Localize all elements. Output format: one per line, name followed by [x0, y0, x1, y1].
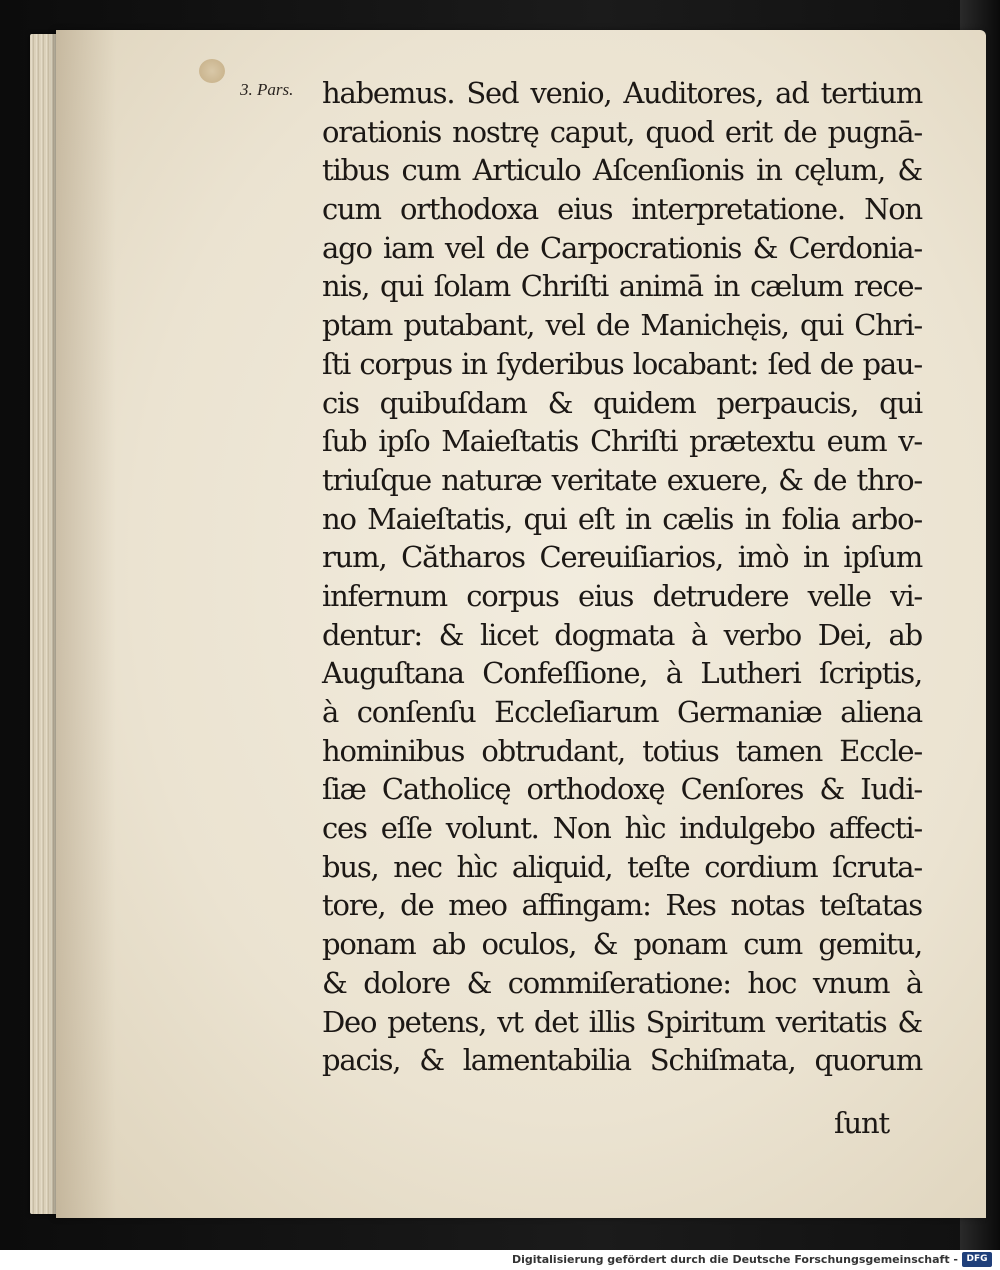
- body-text: [322, 74, 922, 1080]
- text-line: & dolore & commiſeratione: hoc vnum à: [322, 965, 922, 1000]
- text-line: orationis nostrę caput, quod erit de pugnā-: [322, 114, 922, 149]
- text-line: cum orthodoxa eius interpretatione. Non: [322, 192, 922, 227]
- text-line: Auguſtana Confeſſione, à Lutheri ſcriptis,: [322, 656, 922, 691]
- funding-credit: Digitalisierung gefördert durch die Deutsche Forschungsgemeinschaft -: [511, 1253, 958, 1266]
- text-line: ſti corpus in ſyderibus locabant: ſed de pau-: [322, 346, 922, 381]
- text-line: à conſenſu Eccleſiarum Germaniæ aliena: [322, 695, 922, 729]
- text-line: ponam ab oculos, & ponam cum gemitu,: [322, 927, 922, 962]
- text-line: nis, qui ſolam Chriſti animā in cælum rece-: [322, 269, 922, 304]
- text-line: ago iam vel de Carpocrationis & Cerdonia-: [322, 230, 922, 265]
- paper-stain: [199, 59, 225, 83]
- text-line: ces eſſe volunt. Non hìc indulgebo affecti-: [322, 811, 922, 846]
- text-line: Deo petens, vt det illis Spiritum veritatis &: [322, 1004, 922, 1039]
- text-line: ſiæ Catholicę orthodoxę Cenſores & Iudi-: [322, 772, 922, 807]
- text-line: pacis, & lamentabilia Schiſmata, quorum: [322, 1043, 922, 1078]
- marginal-note: 3. Pars.: [240, 80, 294, 99]
- text-line: tore, de meo affingam: Res notas teſtatas: [322, 888, 922, 923]
- text-line: habemus. Sed venio, Auditores, ad tertium: [322, 76, 922, 110]
- text-line: cis quibuſdam & quidem perpaucis, qui: [322, 385, 922, 420]
- text-line: ſub ipſo Maieſtatis Chriſti prætextu eum v-: [322, 424, 922, 459]
- text-line: ptam putabant, vel de Manichęis, qui Chri-: [322, 308, 922, 343]
- catchword: ſunt: [834, 1106, 889, 1140]
- text-line: no Maieſtatis, qui eſt in cælis in folia arbo-: [322, 501, 922, 536]
- text-line: triuſque naturæ veritate exuere, & de thro-: [322, 462, 922, 497]
- text-line: bus, nec hìc aliquid, teſte cordium ſcruta-: [322, 849, 922, 884]
- dfg-logo[interactable]: DFG: [962, 1252, 992, 1267]
- text-line: rum, Cătharos Cereuiſiarios, imò in ipſum: [322, 540, 922, 575]
- text-line: infernum corpus eius detrudere velle vi-: [322, 578, 922, 613]
- text-line: dentur: & licet dogmata à verbo Dei, ab: [322, 617, 922, 652]
- text-line: tibus cum Articulo Aſcenſionis in cęlum, &: [322, 153, 922, 188]
- text-line: hominibus obtrudant, totius tamen Eccle-: [322, 733, 922, 768]
